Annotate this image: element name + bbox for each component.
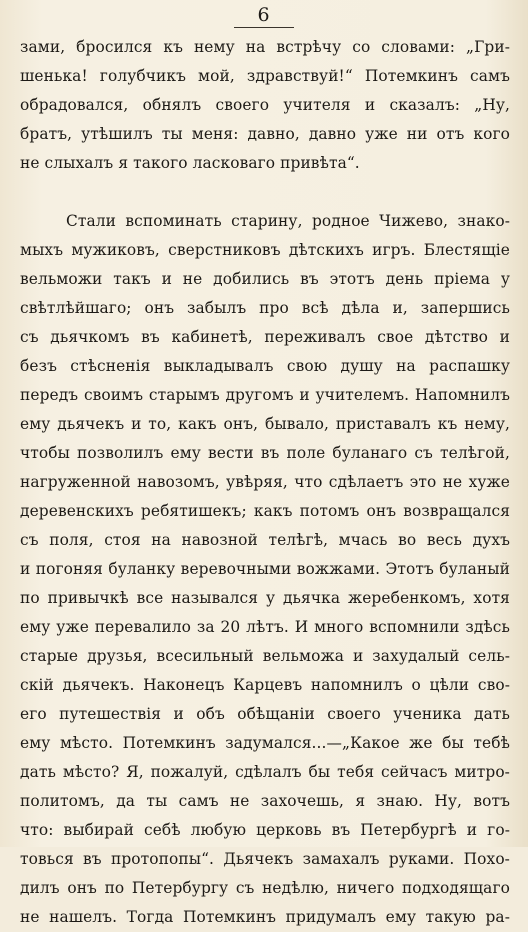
text-line: его путешествія и объ обѣщаніи своего ученика дать xyxy=(20,705,510,723)
paragraph xyxy=(20,207,510,932)
text-line: ему уже перевалило за 20 лѣтъ. И много вспомнили здѣсь xyxy=(20,618,510,636)
paragraph xyxy=(20,33,510,178)
text-line: мыхъ мужиковъ, сверстниковъ дѣтскихъ игръ. Блестящіе xyxy=(20,241,510,259)
text-line: товься въ протопопы“. Дьячекъ замахалъ руками. Похо- xyxy=(20,850,510,868)
text-line: свѣтлѣйшаго; онъ забылъ про всѣ дѣла и, запершись xyxy=(20,299,510,317)
text-line: старые друзья, всесильный вельможа и захудалый сель- xyxy=(20,647,510,665)
text-line: зами, бросился къ нему на встрѣчу со словами: „Гри- xyxy=(20,38,510,56)
text-line: чтобы позволилъ ему вести въ поле буланаго съ телѣгой, xyxy=(20,444,510,462)
text-line: политомъ, да ты самъ не захочешь, я знаю. Ну, вотъ xyxy=(20,792,510,810)
page-number: 6 xyxy=(257,4,271,26)
text-line: дилъ онъ по Петербургу съ недѣлю, ничего подходящаго xyxy=(20,879,510,897)
header-rule xyxy=(234,27,294,28)
text-line: что: выбирай себѣ любую церковь въ Петербургѣ и го- xyxy=(20,821,510,839)
text-line: дать мѣсто? Я, пожалуй, сдѣлалъ бы тебя сейчасъ митро- xyxy=(20,763,510,781)
text-line: вельможи такъ и не добились въ этотъ день пріема у xyxy=(20,270,510,288)
body-text xyxy=(20,33,510,932)
text-line: съ поля, стоя на навозной телѣгѣ, мчась во весь духъ xyxy=(20,531,510,549)
paragraph-gap xyxy=(20,178,510,207)
text-line: не нашелъ. Тогда Потемкинъ придумалъ ему такую ра- xyxy=(20,908,510,926)
text-line: деревенскихъ ребятишекъ; какъ потомъ онъ возвращался xyxy=(20,502,510,520)
text-line: ему мѣсто. Потемкинъ задумался...—„Какое же бы тебѣ xyxy=(20,734,510,752)
text-line: Стали вспоминать старину, родное Чижево, знако- xyxy=(66,212,510,230)
text-line: скій дьячекъ. Наконецъ Карцевъ напомнилъ о цѣли сво- xyxy=(20,676,510,694)
text-line: нагруженной навозомъ, увѣряя, что сдѣлаетъ это не хуже xyxy=(20,473,510,491)
text-line: по привычкѣ все назывался у дьячка жеребенкомъ, хотя xyxy=(20,589,510,607)
text-line: ему дьячекъ и то, какъ онъ, бывало, приставалъ къ нему, xyxy=(20,415,510,433)
text-line: не слыхалъ я такого ласковаго привѣта“. xyxy=(20,154,360,172)
text-line: шенька! голубчикъ мой, здравствуй!“ Потемкинъ самъ xyxy=(20,67,510,85)
text-line: съ дьячкомъ въ кабинетѣ, переживалъ свое дѣтство и xyxy=(20,328,510,346)
text-line: и погоняя буланку веревочными вожжами. Этотъ буланый xyxy=(20,560,510,578)
text-line: братъ, утѣшилъ ты меня: давно, давно уже ни отъ кого xyxy=(20,125,510,143)
text-line: обрадовался, обнялъ своего учителя и сказалъ: „Ну, xyxy=(20,96,510,114)
text-line: передъ своимъ старымъ другомъ и учителемъ. Напомнилъ xyxy=(20,386,510,404)
text-line: безъ стѣсненія выкладывалъ свою душу на распашку xyxy=(20,357,510,375)
